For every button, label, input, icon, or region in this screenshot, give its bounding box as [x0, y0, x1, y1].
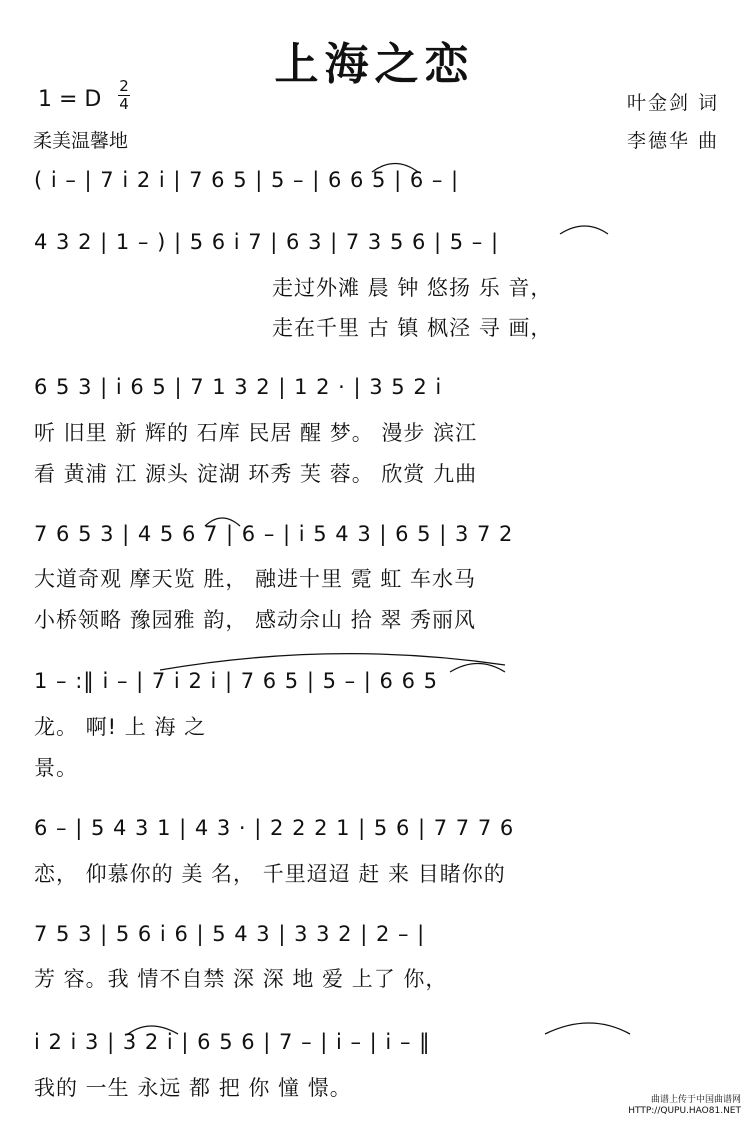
tie-mark	[450, 664, 505, 673]
notes-line: 6 5 3 | i 6 5 | 7 1 3 2 | 1 2 · | 3 5 2 i	[34, 375, 443, 399]
notes-line: 4 3 2 | 1 – ) | 5 6 i 7 | 6 3 | 7 3 5 6 | 5 – |	[34, 230, 500, 254]
lyrics-verse-1: 恋， 仰慕你的 美 名， 千里迢迢 赶 来 目睹你的	[34, 862, 506, 886]
time-top: 2	[119, 77, 129, 95]
footer-line-2: HTTP://QUPU.HAO81.NET	[628, 1106, 741, 1116]
lyrics-verse-2: 走在千里 古 镇 枫泾 寻 画，	[272, 316, 553, 340]
lyrics-verse-1: 龙。 啊! 上 海 之	[34, 715, 207, 739]
composer-credit: 李德华 曲	[626, 130, 719, 152]
notes-line: 6 – | 5 4 3 1 | 4 3 · | 2 2 2 1 | 5 6 | 7 7 7 6	[34, 816, 515, 840]
time-signature	[118, 78, 130, 113]
lyrics-verse-1: 大道奇观 摩天览 胜， 融进十里 霓 虹 车水马	[34, 567, 477, 591]
key-signature: 1 = D	[38, 87, 102, 112]
lyrics-verse-1: 芳 容。我 情不自禁 深 深 地 爱 上了 你，	[34, 967, 448, 991]
notes-line: i 2 i 3 | 3 2 i | 6 5 6 | 7 – | i – | i – ‖	[34, 1030, 431, 1054]
lyrics-verse-2: 景。	[34, 756, 78, 780]
lyrics-verse-2: 看 黄浦 江 源头 淀湖 环秀 芙 蓉。 欣赏 九曲	[34, 462, 478, 486]
slur-mark	[160, 654, 505, 670]
notes-line: 7 5 3 | 5 6 i 6 | 5 4 3 | 3 3 2 | 2 – |	[34, 922, 426, 946]
notes-line: 7 6 5 3 | 4 5 6 7 | 6 – | i 5 4 3 | 6 5 | 3 7 2	[34, 522, 514, 546]
lyrics-verse-1: 我的 一生 永远 都 把 你 憧 憬。	[34, 1076, 352, 1100]
lyrics-verse-2: 小桥领略 豫园雅 韵， 感动佘山 拾 翠 秀丽风	[34, 608, 477, 632]
tempo-marking: 柔美温馨地	[33, 130, 129, 152]
page-title: 上海之恋	[274, 39, 475, 90]
notes-line: 1 – :‖ i – | 7 i 2 i | 7 6 5 | 5 – | 6 6 5	[34, 669, 438, 693]
lyrics-verse-1: 走过外滩 晨 钟 悠扬 乐 音，	[272, 276, 553, 300]
lyricist-credit: 叶金剑 词	[626, 92, 719, 114]
notes-line: ( i – | 7 i 2 i | 7 6 5 | 5 – | 6 6 5 | 6 – |	[34, 168, 460, 192]
watermark-footer	[628, 1095, 741, 1117]
lyrics-verse-1: 听 旧里 新 辉的 石库 民居 醒 梦。 漫步 滨江	[34, 421, 478, 445]
footer-line-1: 曲谱上传于中国曲谱网	[650, 1095, 741, 1105]
tie-mark	[545, 1023, 630, 1034]
tie-mark	[560, 226, 608, 234]
time-bottom: 4	[119, 95, 129, 113]
